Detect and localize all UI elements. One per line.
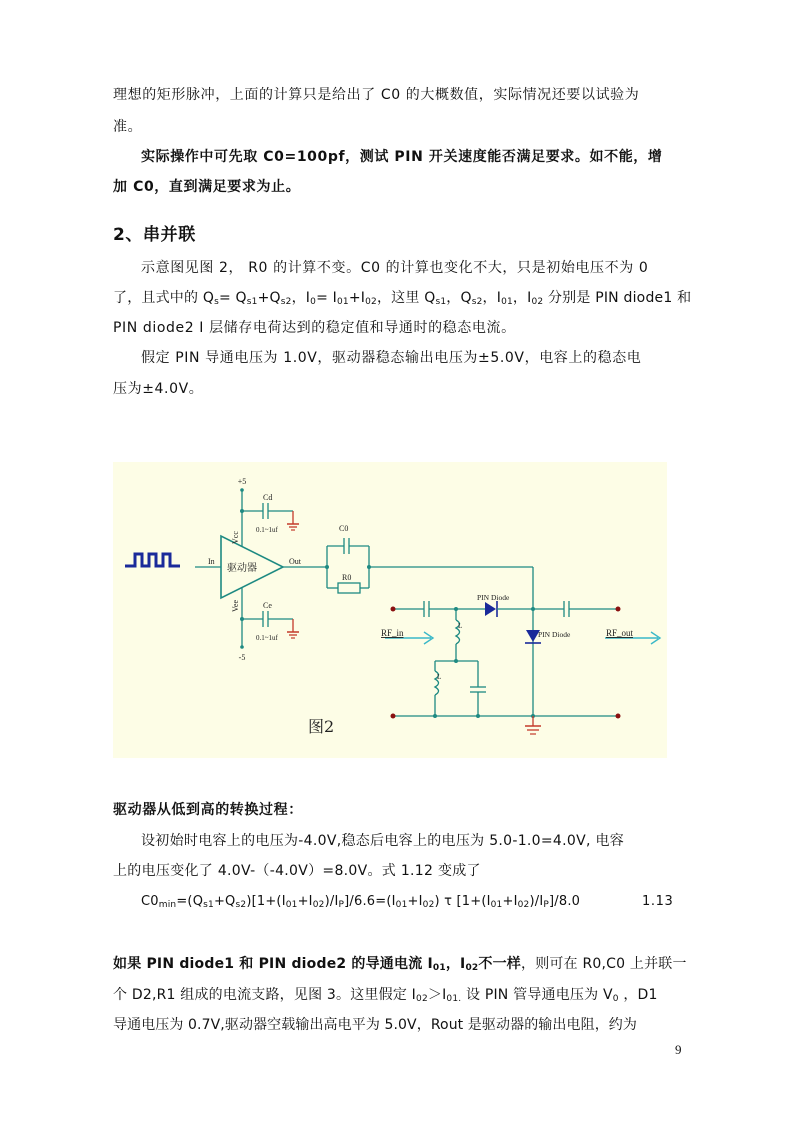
- pulse-waveform-icon: [125, 554, 180, 566]
- paragraph-line: 准。: [113, 119, 143, 135]
- paragraph-line: 压为±4.0V。: [113, 381, 204, 397]
- vcc-label: +5: [237, 477, 247, 486]
- driver-label: 驱动器: [227, 563, 257, 574]
- vee-label: -5: [238, 653, 246, 662]
- inductor-label: L: [458, 622, 463, 630]
- vcc-pin-label: Vcc: [231, 531, 240, 544]
- paragraph-line: 实际操作中可先取 C0=100pf，测试 PIN 开关速度能否满足要求。如不能，增: [141, 149, 663, 165]
- figure-caption: 图2: [308, 717, 335, 736]
- paragraph-line: PIN diode2 I 层储存电荷达到的稳定值和导通时的稳态电流。: [113, 320, 516, 336]
- cd-label: Cd: [263, 493, 273, 502]
- c0-label: C0: [339, 524, 349, 533]
- vee-pin-label: Vee: [231, 600, 240, 612]
- rf-in-label: RF_in: [381, 628, 404, 638]
- r0-resistor: [338, 583, 360, 593]
- circuit-figure: [113, 462, 667, 758]
- cd-value: 0.1~1uf: [256, 526, 278, 534]
- out-label: Out: [289, 557, 301, 566]
- paragraph-line: 示意图见图 2， R0 的计算不变。C0 的计算也变化不大，只是初始电压不为 0: [141, 260, 649, 276]
- paragraph-line: 假定 PIN 导通电压为 1.0V，驱动器稳态输出电压为±5.0V，电容上的稳态电: [141, 350, 642, 366]
- pin-diode-label: PIN Diode: [477, 593, 510, 602]
- in-label: In: [208, 557, 215, 566]
- section-heading: 2、串并联: [113, 225, 196, 245]
- paragraph-line: 加 C0，直到满足要求为止。: [113, 179, 301, 195]
- paragraph-line: 理想的矩形脉冲，上面的计算只是给出了 C0 的大概数值，实际情况还要以试验为: [113, 87, 640, 103]
- paragraph-line: 导通电压为 0.7V,驱动器空载输出高电平为 5.0V，Rout 是驱动器的输出电阻，约为: [113, 1017, 638, 1033]
- ce-value: 0.1~1uf: [256, 634, 278, 642]
- paragraph-line: 了，且式中的 $Q_s= Q_{s1}+Q_{s2}$，$I_0= I_{01}+I_{02}$，这里 $Q_{s1}$，$Q_{s2}$，$I_{01}$，$I_{02}$ 分别是 PIN diode1 和: [113, 290, 692, 307]
- page-number: 9: [675, 1042, 682, 1057]
- paragraph-line: 个 D2,R1 组成的电流支路，见图 3。这里假定 $I_{02}>I_{01.}$ 设 PIN 管导通电压为 $V_0$ ，D1: [113, 987, 658, 1004]
- formula-number: 1.13: [642, 894, 674, 909]
- sub-heading: 驱动器从低到高的转换过程：: [113, 802, 303, 818]
- pin-diode-label: PIN Diode: [538, 630, 571, 639]
- paragraph-line: 设初始时电容上的电压为-4.0V,稳态后电容上的电压为 5.0-1.0=4.0V, 电容: [141, 833, 625, 849]
- circuit-diagram: [113, 462, 667, 758]
- r0-label: R0: [342, 573, 352, 582]
- paragraph-line: 上的电压变化了 4.0V-（-4.0V）=8.0V。式 1.12 变成了: [113, 863, 481, 879]
- pin-diode-series: [485, 602, 496, 616]
- inductor-label: L: [437, 673, 442, 681]
- paragraph-line: 如果 PIN diode1 和 PIN diode2 的导通电流 $I_{01}$，$I_{02}$不一样，则可在 R0,C0 上并联一: [113, 956, 687, 973]
- rf-out-label: RF_out: [606, 628, 634, 638]
- ce-label: Ce: [263, 601, 272, 610]
- formula: $C0_{min}=(Q_{s1}+Q_{s2})[1+(I_{01}+I_{02})/I_P]/6.6=(I_{01}+I_{02})$ τ $[1+(I_{01}+I_{02})/I_P]/8.0$: [141, 894, 581, 910]
